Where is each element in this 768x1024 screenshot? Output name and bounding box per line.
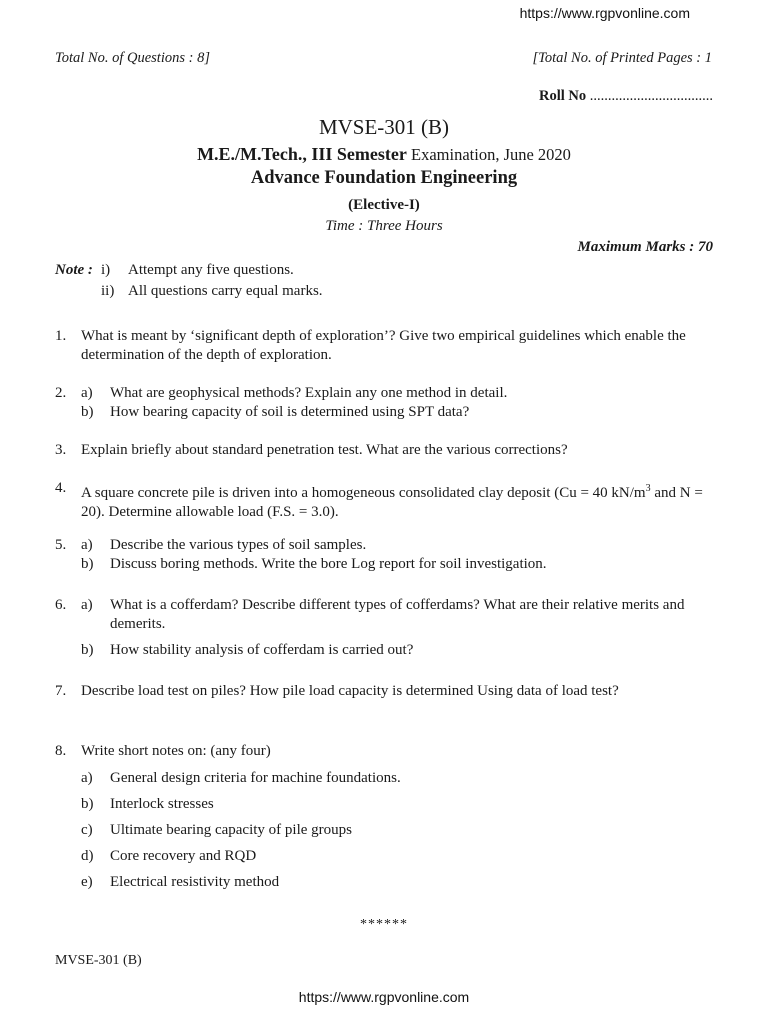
question-number: 7.: [55, 683, 67, 699]
question-number: 3.: [55, 442, 67, 458]
watermark-url-top[interactable]: https://www.rgpvonline.com: [519, 5, 690, 21]
question-number: 6.: [55, 597, 67, 613]
question-8: [55, 738, 715, 895]
maximum-marks: Maximum Marks : 70: [577, 239, 713, 255]
exam-session: Examination, June 2020: [406, 145, 571, 164]
question-text: Explain briefly about standard penetration test. What are the various corrections?: [81, 442, 568, 458]
question-number: 4.: [55, 480, 67, 496]
part-label: a): [81, 770, 93, 786]
part-text: What are geophysical methods? Explain any one method in detail.: [110, 385, 508, 401]
superscript: 3: [645, 483, 651, 494]
question-6: [55, 596, 715, 660]
note-item-text: All questions carry equal marks.: [128, 283, 323, 299]
short-note-item: [81, 843, 715, 869]
short-note-item: [81, 765, 715, 791]
note-item-num: i): [101, 262, 111, 278]
short-note-item: [81, 817, 715, 843]
exam-degree-line: [0, 144, 768, 165]
part-text: How stability analysis of cofferdam is carried out?: [110, 642, 414, 658]
degree-semester: M.E./M.Tech., III Semester: [197, 144, 407, 164]
part-label: b): [81, 796, 94, 812]
roll-number-dots: ..................................: [586, 88, 713, 104]
question-text: Describe load test on piles? How pile load capacity is determined Using data of load test?: [81, 683, 619, 699]
instructions-note: [55, 260, 715, 302]
question-text-part: and N = 20). Determine allowable load (F.S. = 3.0).: [81, 485, 703, 520]
question-text: What is meant by ‘significant depth of exploration’? Give two empirical guidelines which enable the determination of the depth of exploration.: [81, 328, 686, 363]
part-label: a): [81, 537, 93, 553]
part-text: General design criteria for machine foundations.: [110, 770, 401, 786]
part-text: Electrical resistivity method: [110, 874, 280, 890]
question-part-b: [81, 403, 715, 422]
part-text: How bearing capacity of soil is determined using SPT data?: [110, 404, 470, 420]
part-text: Discuss boring methods. Write the bore Log report for soil investigation.: [110, 556, 547, 572]
part-label: b): [81, 556, 94, 572]
question-2: [55, 384, 715, 422]
question-7: [55, 682, 715, 701]
short-note-item: [81, 791, 715, 817]
time-allowed: Time : Three Hours: [325, 218, 443, 234]
roll-number-field: [539, 88, 713, 105]
footer-paper-code: MVSE-301 (B): [55, 953, 142, 968]
question-3: [55, 441, 715, 460]
printed-pages-label: [Total No. of Printed Pages : 1: [532, 50, 712, 66]
end-marker: ******: [360, 917, 408, 932]
roll-number-label: Roll No: [539, 88, 587, 104]
note-item-num: ii): [101, 283, 115, 299]
note-label: Note :: [55, 262, 93, 278]
part-label: a): [81, 385, 93, 401]
elective-label: (Elective-I): [348, 197, 420, 213]
question-part-a: [81, 596, 715, 634]
question-5: [55, 536, 715, 574]
question-number: 8.: [55, 743, 67, 759]
note-item-text: Attempt any five questions.: [128, 262, 294, 278]
question-4: [55, 479, 715, 522]
total-questions-label: Total No. of Questions : 8]: [55, 50, 210, 66]
question-text-part: A square concrete pile is driven into a homogeneous consolidated clay deposit (Cu = 40 kN/m: [81, 485, 646, 501]
part-text: Describe the various types of soil samples.: [110, 537, 367, 553]
part-label: b): [81, 404, 94, 420]
subject-title: Advance Foundation Engineering: [250, 168, 518, 188]
watermark-url-bottom[interactable]: https://www.rgpvonline.com: [298, 989, 470, 1005]
part-text: Core recovery and RQD: [110, 848, 257, 864]
part-label: b): [81, 642, 94, 658]
part-label: d): [81, 848, 94, 864]
question-part-b: [81, 555, 715, 574]
part-label: a): [81, 597, 93, 613]
question-part-a: [81, 536, 715, 555]
question-1: [55, 327, 715, 365]
question-text: Write short notes on: (any four): [81, 743, 271, 759]
part-text: Interlock stresses: [110, 796, 214, 812]
question-part-a: [81, 384, 715, 403]
paper-code: MVSE-301 (B): [318, 115, 450, 139]
part-label: c): [81, 822, 93, 838]
question-number: 2.: [55, 385, 67, 401]
part-label: e): [81, 874, 93, 890]
part-text: Ultimate bearing capacity of pile groups: [110, 822, 352, 838]
note-label-wrap: [55, 260, 93, 281]
question-number: 5.: [55, 537, 67, 553]
short-note-item: [81, 869, 715, 895]
question-text: [81, 479, 715, 522]
part-text: What is a cofferdam? Describe different types of cofferdams? What are their relative merits and demerits.: [110, 597, 685, 632]
question-part-b: [81, 641, 715, 660]
question-number: 1.: [55, 328, 67, 344]
